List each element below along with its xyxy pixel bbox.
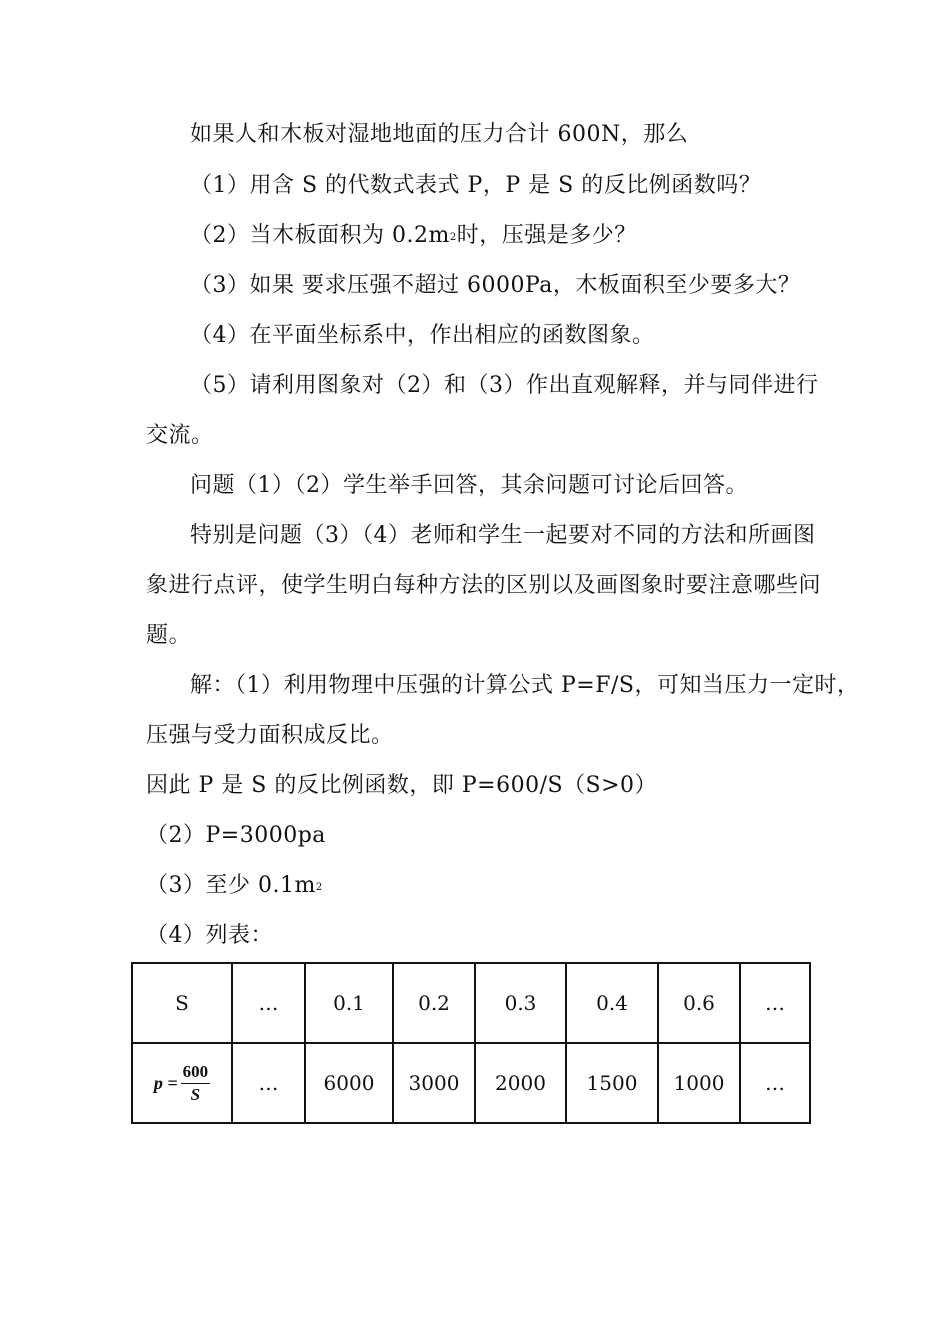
text-line: 象进行点评，使学生明白每种方法的区别以及画图象时要注意哪些问 — [146, 573, 822, 598]
superscript: 2 — [449, 232, 457, 243]
formula-cell — [132, 1043, 232, 1123]
table-cell: 6000 — [305, 1043, 393, 1123]
formula-lhs: p = — [153, 1072, 178, 1093]
table-cell: 0.2 — [393, 963, 475, 1043]
value-table — [131, 962, 811, 1124]
table-cell: 2000 — [475, 1043, 566, 1123]
table-cell: 3000 — [393, 1043, 475, 1123]
question-4: （4）在平面坐标系中，作出相应的函数图象。 — [190, 323, 655, 348]
table-cell: 0.3 — [475, 963, 566, 1043]
question-2 — [190, 221, 637, 253]
table-cell: S — [132, 963, 232, 1043]
solution-3-text: （3）至少 0.1m — [146, 873, 316, 898]
question-2-text: （2）当木板面积为 0.2m — [190, 223, 450, 248]
solution-3 — [146, 871, 323, 903]
solution-1-conclusion: 因此 P 是 S 的反比例函数，即 P=600/S（S>0） — [146, 773, 658, 798]
table-cell: 0.4 — [566, 963, 658, 1043]
solution-1: 解：（1）利用物理中压强的计算公式 P=F/S，可知当压力一定时， — [190, 673, 860, 698]
solution-1-cont: 压强与受力面积成反比。 — [146, 723, 394, 748]
table-cell: 0.6 — [658, 963, 740, 1043]
question-5: （5）请利用图象对（2）和（3）作出直观解释，并与同伴进行 — [190, 373, 819, 398]
solution-2: （2）P=3000pa — [146, 823, 326, 848]
fraction-numerator: 600 — [181, 1062, 211, 1084]
question-3: （3）如果 要求压强不超过 6000Pa，木板面积至少要多大？ — [190, 273, 801, 298]
table-row — [132, 963, 810, 1043]
text-line: 问题（1）（2）学生举手回答，其余问题可讨论后回答。 — [190, 473, 748, 498]
solution-4: （4）列表： — [146, 923, 273, 948]
formula — [154, 1062, 210, 1105]
question-5-cont: 交流。 — [146, 423, 214, 448]
question-2-text-end: 时，压强是多少？ — [456, 223, 637, 248]
table-cell: 1000 — [658, 1043, 740, 1123]
fraction-denominator: S — [190, 1084, 201, 1104]
table-cell: 1500 — [566, 1043, 658, 1123]
table-cell: 0.1 — [305, 963, 393, 1043]
text-line: 如果人和木板对湿地地面的压力合计 600N，那么 — [190, 122, 689, 147]
text-line: 特别是问题（3）（4）老师和学生一起要对不同的方法和所画图 — [190, 523, 816, 548]
table-row — [132, 1043, 810, 1123]
table-cell: … — [232, 963, 305, 1043]
fraction — [181, 1062, 211, 1105]
superscript: 2 — [315, 882, 323, 893]
table-cell: … — [740, 963, 810, 1043]
text-line: 题。 — [146, 623, 192, 648]
table-cell: … — [232, 1043, 305, 1123]
question-1: （1）用含 S 的代数式表式 P，P 是 S 的反比例函数吗？ — [190, 173, 762, 198]
table-cell: … — [740, 1043, 810, 1123]
